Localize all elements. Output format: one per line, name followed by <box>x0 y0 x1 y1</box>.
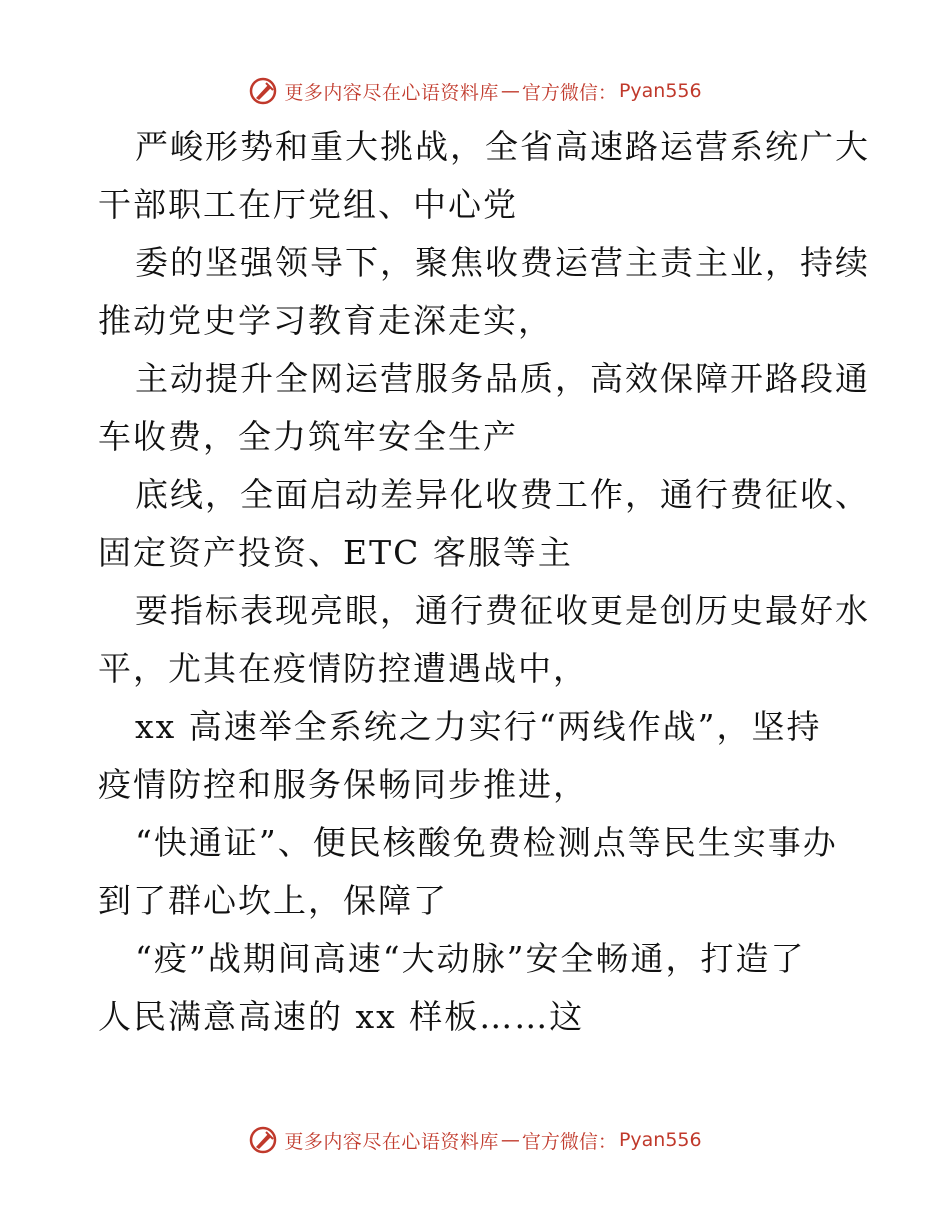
paragraph-line: xx 高速举全系统之力实行“两线作战”，坚持 <box>135 707 822 746</box>
header-watermark <box>0 71 950 111</box>
paragraph <box>98 582 870 698</box>
paragraph-line: 推动党史学习教育走深走实， <box>98 301 553 340</box>
paragraph <box>98 930 858 1046</box>
watermark-sub-text: 官方微信： <box>521 1130 617 1153</box>
watermark-dash: — <box>500 80 520 102</box>
paragraph <box>98 350 870 466</box>
paragraph-line: “快通证”、便民核酸免费检测点等民生实事办 <box>135 823 838 862</box>
paragraph-line: 主动提升全网运营服务品质，高效保障开路段通 <box>135 359 870 398</box>
paragraph <box>98 698 858 814</box>
paragraph-line: 要指标表现亮眼，通行费征收更是创历史最好水 <box>135 591 870 630</box>
paragraph-line: 固定资产投资、ETC 客服等主 <box>98 533 573 572</box>
watermark-dash: — <box>500 1129 520 1151</box>
paragraph-line: 委的坚强领导下，聚焦收费运营主责主业，持续 <box>135 243 870 282</box>
paragraph-line: 疫情防控和服务保畅同步推进， <box>98 765 588 804</box>
watermark-wechat-id: Pyan556 <box>618 1129 702 1151</box>
paragraph-line: 严峻形势和重大挑战，全省高速路运营系统广大 <box>135 127 870 166</box>
watermark-wechat-id: Pyan556 <box>618 80 702 102</box>
document-body <box>98 118 870 1046</box>
paragraph-line: 平，尤其在疫情防控遭遇战中， <box>98 649 588 688</box>
paragraph-line: 干部职工在厅党组、中心党 <box>98 185 518 224</box>
watermark-main-text: 更多内容尽在心语资料库 <box>284 1130 499 1153</box>
paragraph-line: 到了群心坎上，保障了 <box>98 881 448 920</box>
paragraph-line: 车收费，全力筑牢安全生产 <box>98 417 518 456</box>
paragraph-line: “疫”战期间高速“大动脉”安全畅通，打造了 <box>135 939 806 978</box>
paragraph-line: 人民满意高速的 xx 样板……这 <box>98 997 585 1036</box>
watermark-sub-text: 官方微信： <box>521 81 617 104</box>
paragraph <box>98 234 870 350</box>
pen-circle-logo-icon <box>248 76 278 106</box>
paragraph <box>98 814 858 930</box>
pen-circle-logo-icon <box>248 1125 278 1155</box>
paragraph-line: 底线，全面启动差异化收费工作，通行费征收、 <box>135 475 870 514</box>
watermark-main-text: 更多内容尽在心语资料库 <box>284 81 499 104</box>
paragraph <box>98 118 870 234</box>
footer-watermark <box>0 1120 950 1160</box>
paragraph <box>98 466 870 582</box>
